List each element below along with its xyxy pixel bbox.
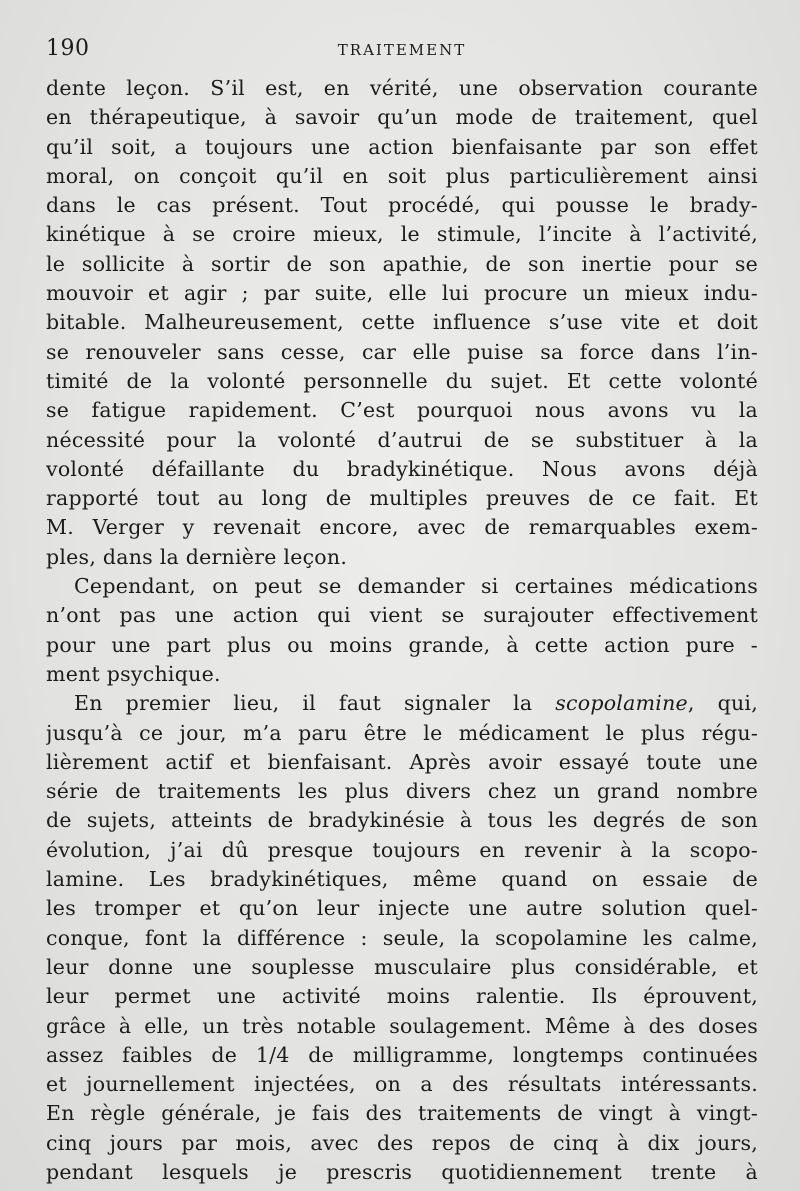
text-line [46, 689, 758, 718]
text-line: ples, dans la dernière leçon. [46, 544, 348, 569]
page-header [46, 34, 758, 74]
body-text [46, 74, 758, 1187]
text-line: ment psychique. [46, 661, 221, 686]
text-line: leur donne une souplesse musculaire plus considérable, et [46, 954, 758, 979]
text-line: qu’il soit, a toujours une action bienfaisante par son effet [46, 134, 758, 159]
text-line: moral, on conçoit qu’il en soit plus particulièrement ainsi [46, 163, 758, 188]
text-line: se fatigue rapidement. C’est pourquoi nous avons vu la [46, 398, 758, 423]
text-line: le sollicite à sortir de son apathie, de son inertie pour se [46, 251, 758, 276]
text-fragment: , qui, [687, 691, 758, 716]
text-line: mouvoir et agir ; par suite, elle lui procure un mieux indu- [46, 281, 758, 306]
text-line: n’ont pas une action qui vient se surajouter effectivement [46, 603, 758, 628]
text-line: de sujets, atteints de bradykinésie à tous les degrés de son [46, 808, 758, 833]
text-fragment: En premier lieu, il faut signaler la [74, 691, 556, 716]
text-line: conque, font la différence : seule, la scopolamine les calme, [46, 925, 758, 950]
page-number: 190 [46, 36, 90, 61]
text-line: leur permet une activité moins ralentie. Ils éprouvent, [46, 984, 758, 1009]
text-line: Cependant, on peut se demander si certaines médications [74, 574, 758, 599]
text-line: et journellement injectées, on a des résultats intéressants. [46, 1072, 758, 1097]
text-line: kinétique à se croire mieux, le stimule, l’incite à l’activité, [46, 222, 758, 247]
text-line: évolution, j’ai dû presque toujours en revenir à la scopo- [46, 837, 758, 862]
text-line: assez faibles de 1/4 de milligramme, longtemps continuées [46, 1042, 758, 1067]
text-line: dente leçon. S’il est, en vérité, une observation courante [46, 76, 758, 100]
text-line: se renouveler sans cesse, car elle puise sa force dans l’in- [46, 339, 758, 364]
text-line: rapporté tout au long de multiples preuves de ce fait. Et [46, 486, 758, 511]
text-line: les tromper et qu’on leur injecte une autre solution quel- [46, 896, 758, 921]
text-line: bitable. Malheureusement, cette influence s’use vite et doit [46, 310, 758, 335]
text-line: lamine. Les bradykinétiques, même quand on essaie de [46, 867, 758, 892]
text-line: En règle générale, je fais des traitements de vingt à vingt- [46, 1101, 758, 1126]
text-line: timité de la volonté personnelle du sujet. Et cette volonté [46, 368, 758, 393]
text-line: pendant lesquels je prescris quotidiennement trente à [46, 1159, 758, 1184]
text-line: dans le cas présent. Tout procédé, qui pousse le brady- [46, 193, 758, 218]
text-line: jusqu’à ce jour, m’a paru être le médicament le plus régu- [46, 720, 758, 745]
text-line: cinq jours par mois, avec des repos de cinq à dix jours, [46, 1130, 758, 1155]
text-line: volonté défaillante du bradykinétique. Nous avons déjà [46, 456, 758, 481]
text-line: série de traitements les plus divers chez un grand nombre [46, 779, 758, 804]
text-line: nécessité pour la volonté d’autrui de se substituer à la [46, 427, 758, 452]
text-line: lièrement actif et bienfaisant. Après avoir essayé toute une [46, 749, 758, 774]
text-line: en thérapeutique, à savoir qu’un mode de traitement, quel [46, 105, 758, 130]
italic-term: scopolamine [555, 691, 688, 716]
text-line: M. Verger y revenait encore, avec de remarquables exem- [46, 515, 758, 540]
running-head: TRAITEMENT [337, 41, 467, 59]
text-line: grâce à elle, un très notable soulagement. Même à des doses [46, 1013, 758, 1038]
book-page [46, 34, 758, 1187]
text-line: pour une part plus ou moins grande, à cette action pure - [46, 632, 758, 657]
